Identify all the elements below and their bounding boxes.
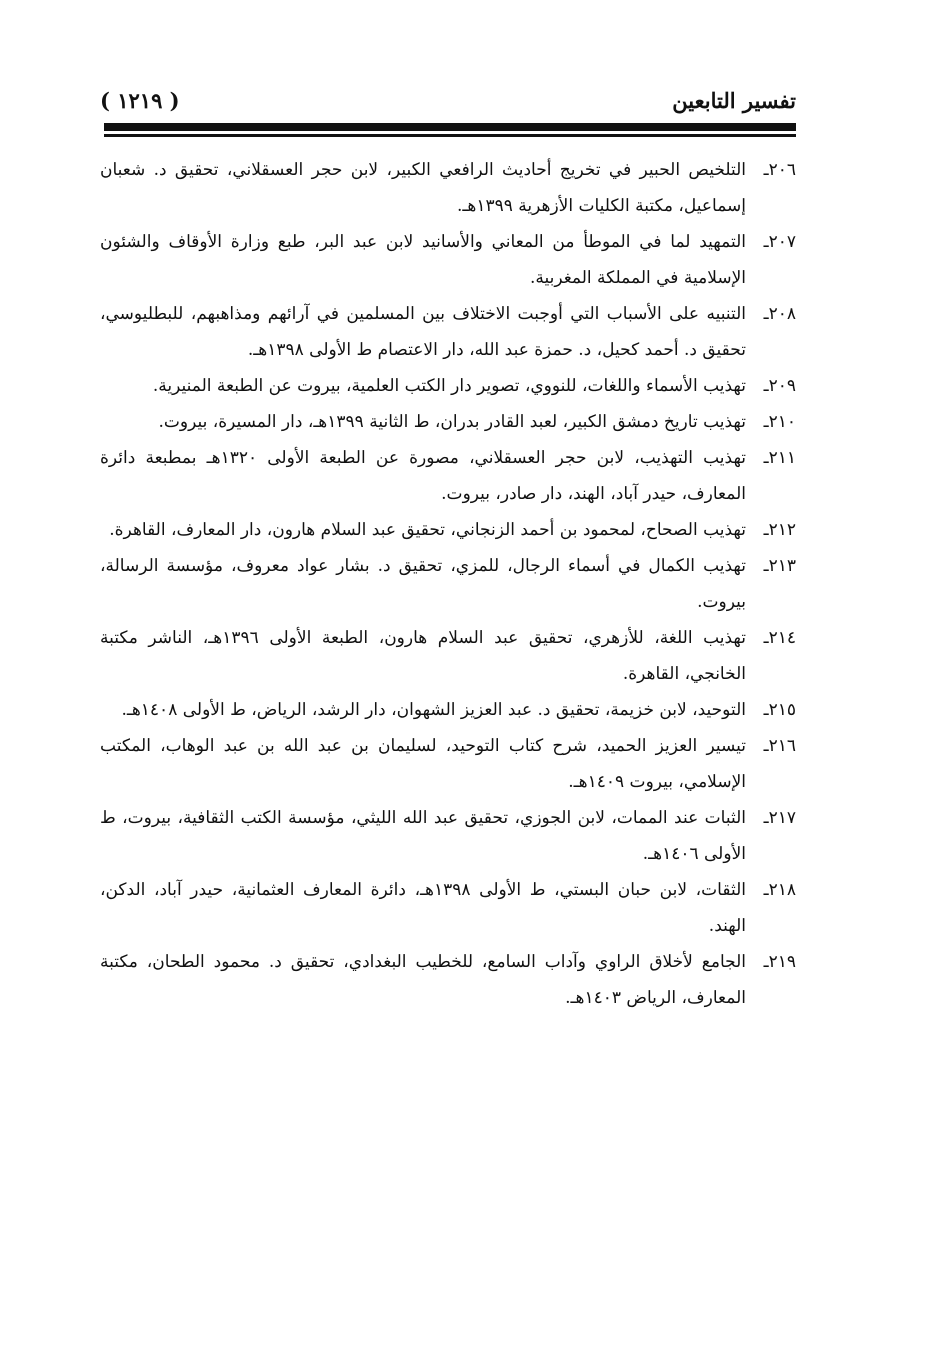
bibliography-entry	[100, 512, 796, 548]
entry-text: تهذيب تاريخ دمشق الكبير، لعبد القادر بدران، ط الثانية ١٣٩٩هـ، دار المسيرة، بيروت.	[158, 412, 746, 432]
entry-text: تهذيب الأسماء واللغات، للنووي، تصوير دار الكتب العلمية، بيروت عن الطبعة المنيرية.	[152, 376, 746, 396]
bibliography-entry	[100, 404, 796, 440]
entry-number: ٢١١ـ	[763, 448, 797, 468]
header-rule-thin	[104, 134, 796, 137]
entry-number: ٢١٢ـ	[763, 520, 796, 540]
entry-number: ٢١٧ـ	[763, 808, 796, 828]
entry-number: ٢٠٩ـ	[763, 376, 796, 396]
page-number: ( ١٢١٩ )	[100, 88, 180, 113]
bibliography-entry	[100, 944, 796, 1016]
bibliography-entry	[100, 620, 796, 692]
entry-text: تهذيب الكمال في أسماء الرجال، للمزي، تحقيق د. بشار عواد معروف، مؤسسة الرسالة، بيروت.	[100, 556, 746, 612]
entry-text: الثبات عند الممات، لابن الجوزي، تحقيق عبد الله الليثي، مؤسسة الكتب الثقافية، بيروت، ط الأولى ١٤٠٦هـ.	[100, 808, 746, 864]
entry-text: التوحيد، لابن خزيمة، تحقيق د. عبد العزيز الشهوان، دار الرشد، الرياض، ط الأولى ١٤٠٨هـ.	[121, 700, 746, 720]
entry-text: الجامع لأخلاق الراوي وآداب السامع، للخطيب البغدادي، تحقيق د. محمود الطحان، مكتبة المعارف، الرياض ١٤٠٣هـ.	[100, 952, 746, 1008]
entry-number: ٢٠٨ـ	[763, 304, 796, 324]
entry-number: ٢٠٦ـ	[763, 160, 796, 180]
bibliography-entry	[100, 548, 796, 620]
bibliography-entry	[100, 692, 796, 728]
entry-text: الثقات، لابن حبان البستي، ط الأولى ١٣٩٨هـ، دائرة المعارف العثمانية، حيدر آباد، الدكن، الهند.	[100, 880, 746, 936]
entry-number: ٢٠٧ـ	[763, 232, 796, 252]
entry-text: تهذيب الصحاح، لمحمود بن أحمد الزنجاني، تحقيق عبد السلام هارون، دار المعارف، القاهرة.	[109, 520, 746, 540]
entry-number: ٢١٤ـ	[763, 628, 797, 648]
bibliography-entry	[100, 440, 796, 512]
page-header	[100, 84, 796, 118]
entry-text: التنبيه على الأسباب التي أوجبت الاختلاف بين المسلمين في آرائهم ومذاهبهم، للبطليوسي، تحقيق د. أحمد كحيل، د. حمزة عبد الله، دار الاعتصام ط الأولى ١٣٩٨هـ.	[100, 304, 746, 360]
entry-text: تهذيب اللغة، للأزهري، تحقيق عبد السلام هارون، الطبعة الأولى ١٣٩٦هـ، الناشر مكتبة الخانجي، القاهرة.	[100, 628, 747, 684]
bibliography-entry	[100, 728, 796, 800]
bibliography-entry	[100, 152, 796, 224]
running-title: تفسير التابعين	[672, 88, 796, 113]
bibliography-entry	[100, 224, 796, 296]
bibliography-list	[100, 152, 796, 1016]
entry-number: ٢١٣ـ	[763, 556, 796, 576]
bibliography-entry	[100, 800, 796, 872]
entry-number: ٢١٠ـ	[763, 412, 796, 432]
entry-text: التلخيص الحبير في تخريج أحاديث الرافعي الكبير، لابن حجر العسقلاني، تحقيق د. شعبان إسماعيل، مكتبة الكليات الأزهرية ١٣٩٩هـ.	[100, 160, 746, 216]
bibliography-entry	[100, 296, 796, 368]
entry-text: تهذيب التهذيب، لابن حجر العسقلاني، مصورة عن الطبعة الأولى ١٣٢٠هـ بمطبعة دائرة المعارف، حيدر آباد، الهند، دار صادر، بيروت.	[100, 448, 747, 504]
header-rule-thick	[104, 123, 796, 131]
entry-text: تيسير العزيز الحميد، شرح كتاب التوحيد، لسليمان بن عبد الله بن عبد الوهاب، المكتب الإسلامي، بيروت ١٤٠٩هـ.	[100, 736, 746, 792]
entry-number: ٢١٨ـ	[763, 880, 796, 900]
entry-number: ٢١٦ـ	[763, 736, 796, 756]
entry-number: ٢١٩ـ	[763, 952, 796, 972]
bibliography-entry	[100, 368, 796, 404]
bibliography-entry	[100, 872, 796, 944]
entry-number: ٢١٥ـ	[763, 700, 796, 720]
entry-text: التمهيد لما في الموطأ من المعاني والأسانيد لابن عبد البر، طبع وزارة الأوقاف والشئون الإسلامية في المملكة المغربية.	[100, 232, 746, 288]
